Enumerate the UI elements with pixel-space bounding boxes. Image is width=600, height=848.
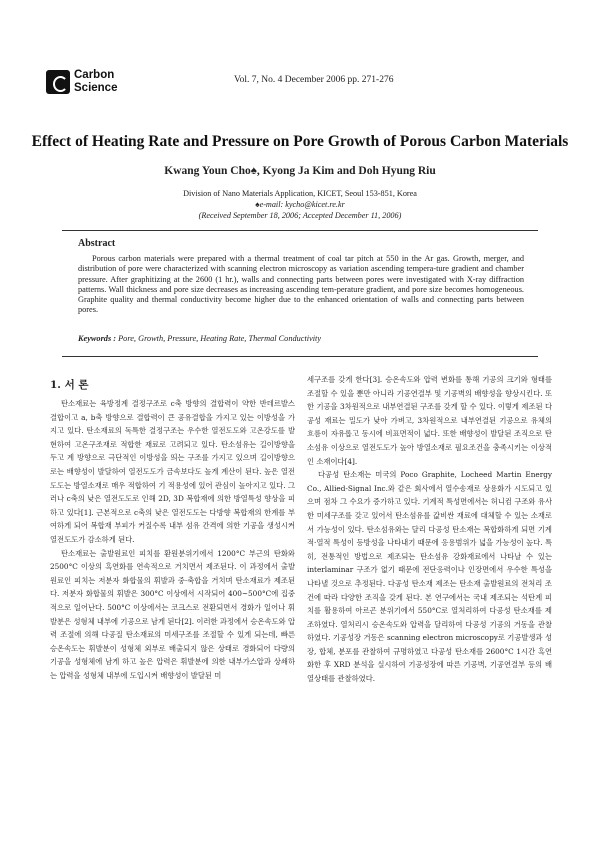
body-paragraph: 탄소재료는 육방정계 결정구조로 c축 방향의 결합력이 약한 반데르발스 결합이고 a, b축 방향으로 결합력이 큰 공유결합을 가지고 있는 이방성을 가지고 있다. 탄소재료의 독특한 결정구조는 우수한 열전도도와 고온강도를 발현하여 고온구조재로 적합한 재료로 고려되고 있다. 탄소섬유는 길이방향을 두고 계 방향으로 극단적인 이방성을 띄는 구조를 가지고 있으며 길이방향으로는 배향성이 발달하여 열전도도가 금속보다도 높게 계산이 된다. 높은 열전도도는 방열소재로 매우 적합하여 기 적용성에 있어 관심이 높아지고 있다. 그러나 c축의 낮은 열전도도로 인해 2D, 3D 복합재에 의한 방열특성 향상을 피하고 있다[1]. 근본적으로 c축의 낮은 열전도도는 다방향 복합재의 한계를 부여하게 되어 복합재 부피가 커질수록 내부 섬유 간격에 의한 기공을 생성시켜 열전도도가 감소하게 된다. bbox=[50, 399, 295, 544]
email: ♠e-mail: kycho@kicet.re.kr bbox=[255, 200, 345, 209]
affiliation: Division of Nano Materials Application, KICET, Seoul 153-851, Korea bbox=[183, 189, 417, 198]
body-column-left bbox=[50, 397, 295, 682]
section-heading-introduction: 1. 서 론 bbox=[50, 379, 89, 391]
carbon-science-logo-icon bbox=[46, 70, 70, 94]
journal-name-line1: Carbon bbox=[74, 69, 115, 81]
volume-info: Vol. 7, No. 4 December 2006 pp. 271-276 bbox=[234, 75, 394, 85]
body-column-right bbox=[307, 373, 552, 686]
body-paragraph: 다공성 탄소재는 미국의 Poco Graphite, Locheed Martin Energy Co., Allied-Signal Inc.와 같은 회사에서 열수송재로 상용화가 시도되고 있으며 점차 그 수요가 증가하고 있다. 기계적 특성면에서는 허니컴 구조와 유사한 미세구조를 갖고 있어서 탄소섬유를 값비싼 재료에 대체할 수 있는 소재로서 가능성이 있다. 탄소섬유와는 달리 다공성 탄소재는 복합화하게 되면 기계적·열적 특성이 등방성을 나타내기 때문에 응용범위가 넓을 가능성이 높다. 특히, 전통적인 방법으로 제조되는 탄소섬유 강화재료에서 나타날 수 있는 interlaminar 구조가 없기 때문에 전단응력이나 인장면에서 우수한 특성을 나타낼 것으로 추정된다. 다공성 탄소재 제조는 탄소재 출발원료의 전처리 조건에 따라 다양한 조직을 갖게 된다. 본 연구에서는 국내 제조되는 석탄계 피치를 활용하여 아르곤 분위기에서 550°C로 열처리하여 다공성 탄소재를 제조하였다. 열처리시 승온속도와 압력을 달리하여 다공성 기공의 거동을 관찰하였다. 기공성장 거동은 scanning electron microscopy로 기공발생과 성장, 합체, 분포를 관찰하여 규명하였고 다공성 탄소재를 2600°C 1시간 흑연화한 후 XRD 분석을 실시하여 기공성장에 따른 기공벽, 기공연결부 등의 배열상태를 관찰하였다. bbox=[307, 470, 552, 684]
abstract-top-rule bbox=[62, 230, 538, 231]
paper-title: Effect of Heating Rate and Pressure on Pore Growth of Porous Carbon Materials bbox=[31, 133, 569, 150]
body-paragraph: 세구조를 갖게 한다[3]. 승온속도와 압력 변화를 통해 기공의 크기와 형태를 조절할 수 있을 뿐만 아니라 기공연결부 및 기공벽의 배향성을 향상시킨다. 또한 기공을 3차원적으로 내부연결된 구조를 갖게 할 수 있다. 이렇게 제조된 다공성 재료는 밀도가 낮아 가벼고, 3차원적으로 내부연결된 기공으로 유체의 흐름이 자유롭고 동시에 비표면적이 넓다. 또한 배향성이 발달된 조직으로 탄소섬유 이상으로 열전도도가 높아 방열소재로 필요조건을 충족시키는 이상적인 소재이다[4]. bbox=[307, 375, 552, 466]
abstract-bottom-rule bbox=[62, 356, 538, 357]
abstract-text: Porous carbon materials were prepared with a thermal treatment of coal tar pitch at 550 in the Ar gas. Growth, merger, and distribution of pore were characterized with scanning electron microscopy as variation ascending tempera-ture gradient and chamber pressure. After graphitizing at the 2600 (1 hr.), walls and connecting parts between pores were investigated with X-ray diffraction patterns. Wall thickness and pore size decreases as increasing ascending tem-perature gradient, and pore size becomes homogeneous. Graphite quality and thermal conductivity become higher due to the enhanced orientation of walls and connecting parts between pores. bbox=[78, 254, 524, 315]
author-list: Kwang Youn Cho♠, Kyong Ja Kim and Doh Hyung Riu bbox=[164, 165, 436, 177]
keywords bbox=[78, 334, 524, 343]
body-paragraph: 탄소재료는 출발원료인 피치를 환원분위기에서 1200°C 부근의 탄화와 2500°C 이상의 흑연화를 연속적으로 거치면서 제조된다. 이 과정에서 출발원료인 피치는 저분자 화합물의 휘발과 중·축합을 거치며 탄소재료가 제조된다. 저분자 화합물의 휘발은 300°C 이상에서 시작되어 400~500°C에 집중적으로 일어난다. 500°C 이상에서는 코크스로 전환되면서 경화가 일어나 휘발분은 성형체 내부에 기공으로 남게 된다[2]. 이러한 과정에서 승온속도와 압력 조절에 의해 다공질 탄소재료의 미세구조를 조절할 수 있게 되는데, 빠른 승온속도는 휘발분이 성형체 외부로 배출되지 않은 상태로 경화되어 다량의 기공을 성형체에 남게 하고 높은 압력은 휘발분에 의한 내부가스압과 상쇄하는 압력을 성형체 내부에 도입시켜 배향성이 발달된 미 bbox=[50, 548, 295, 680]
keywords-label: Keywords : bbox=[78, 334, 117, 343]
received-dates: (Received September 18, 2006; Accepted December 11, 2006) bbox=[198, 211, 402, 220]
abstract-heading: Abstract bbox=[78, 238, 116, 249]
journal-name bbox=[74, 69, 117, 95]
keywords-list: Pore, Growth, Pressure, Heating Rate, Thermal Conductivity bbox=[116, 334, 322, 343]
journal-name-line2: Science bbox=[74, 82, 118, 94]
